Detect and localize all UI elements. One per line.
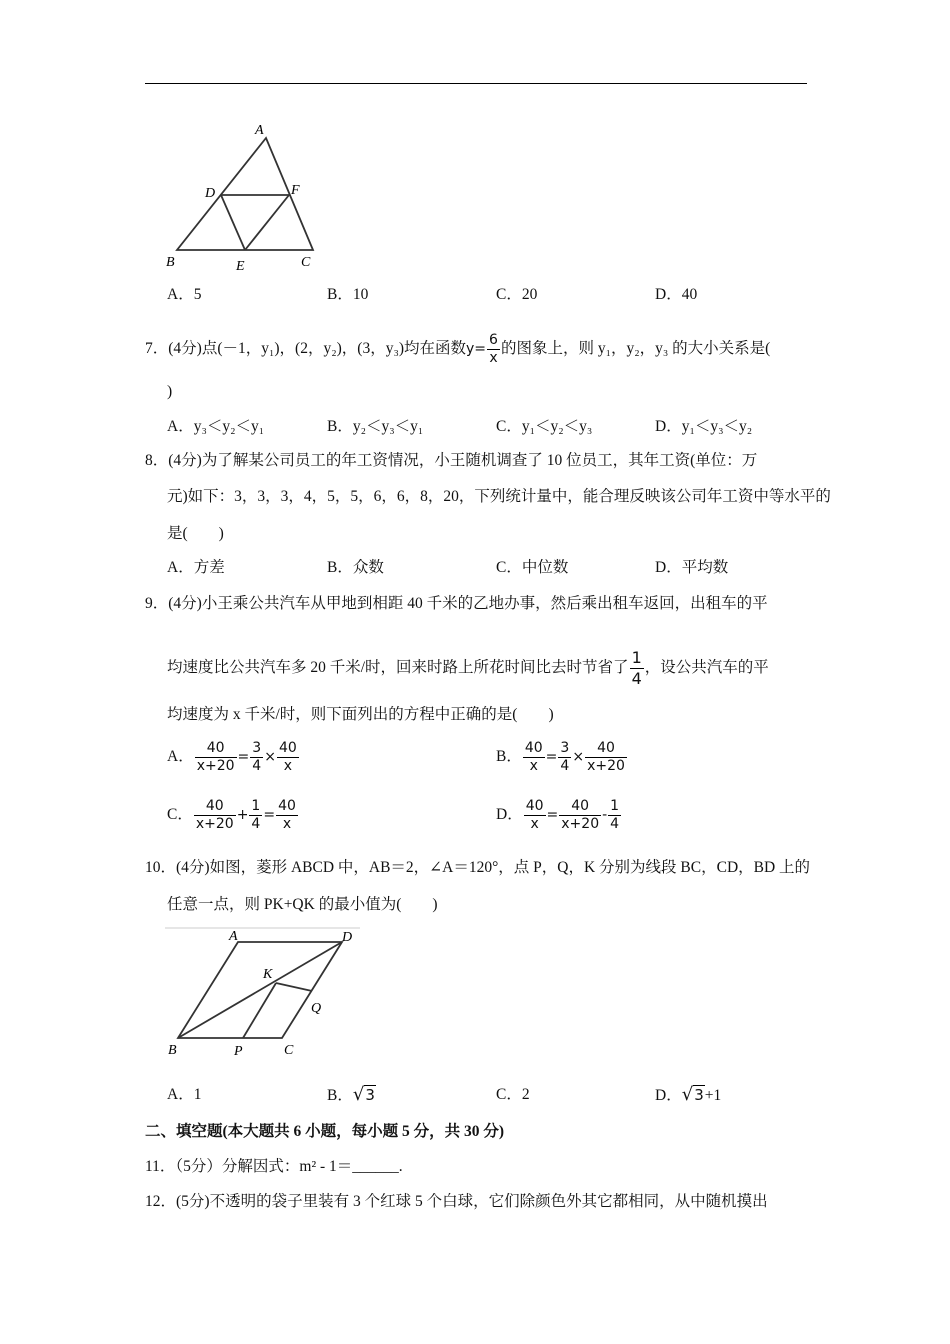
q7-func-fraction [487,332,500,367]
q8-line-3: 是( ) [167,525,224,542]
q8-option-a: A．方差 [167,559,225,576]
q9-option-a [167,740,300,775]
q9-c-f2d: 4 [251,816,261,832]
q9-option-b-label: B． [496,748,522,766]
q6-option-d: D．40 [655,286,698,303]
rhombus-label-q: Q [311,1001,322,1016]
rhombus-label-c: C [284,1043,294,1058]
q9-b-frac-3 [585,740,627,775]
fig-label-a: A [255,123,264,138]
q7-stem-full: 7．(4分)点(－1，y₁)，(2，y₂)，(3，y₃)均在函数 [145,340,467,358]
q10-option-d [655,1084,721,1107]
q9-d-frac-2 [559,798,601,833]
q7-option-c: C．y₁＜y₂＜y₃ [496,418,593,435]
q7-stem-tail: 的图象上，则 y₁，y₂，y₃ 的大小关系是( [500,340,771,358]
rhombus-label-k: K [263,967,273,982]
q10-option-d-label: D． [655,1087,682,1104]
q6-option-a: A．5 [167,286,202,303]
rhombus-label-p: P [234,1044,243,1059]
q9-frac-den: 4 [631,669,642,688]
q9-b-frac-2 [558,740,571,775]
rhombus-label-b: B [168,1043,177,1058]
q9-c-f1n: 40 [194,798,236,816]
q9-d-f1d: x [530,816,539,832]
q9-c-f3n: 40 [278,798,296,814]
q7-func-y: y= [466,341,487,358]
q9-line-3: 均速度为 x 千米/时，则下面列出的方程中正确的是( ) [167,706,554,723]
q7-stem-close: ) [167,383,173,400]
q9-a-op: × [264,749,276,766]
section-heading: 二、填空题(本大题共 6 小题，每小题 5 分，共 30 分) [145,1123,505,1140]
q9-b-f3n: 40 [585,740,627,758]
q7-stem [145,332,770,367]
rhombus-label-d: D [342,930,353,945]
q9-a-f1n: 40 [195,740,237,758]
q9-d-f3n: 1 [610,798,620,814]
q8-option-d: D．平均数 [655,559,729,576]
fig-label-f: F [291,183,300,198]
q9-a-frac-1 [195,740,237,775]
header-rule [145,83,807,84]
q7-option-b: B．y₂＜y₃＜y₁ [327,418,424,435]
q9-option-b [496,740,628,775]
q9-b-f1d: x [529,758,538,774]
q9-d-op: - [602,807,608,824]
q9-d-eq: = [546,807,559,824]
q10-option-b-radicand: 3 [365,1086,375,1104]
q10-option-a: A．1 [167,1086,202,1103]
q8-line-2: 元)如下：3，3，3，4，5，5，6，6，8，20，下列统计量中，能合理反映该公司年工资中等水平的 [167,488,831,505]
q9-fraction [630,648,644,689]
q6-option-c: C．20 [496,286,538,303]
q9-a-frac-2 [250,740,263,775]
q8-line-1: 8．(4分)为了解某公司员工的年工资情况，小王随机调查了 10 位员工，其年工资(单位：万 [145,452,758,469]
q9-d-frac-3 [608,798,621,833]
q11-text: 11．（5分）分解因式：m² - 1＝______. [145,1158,403,1175]
q9-b-f1n: 40 [524,740,543,756]
q10-option-c: C．2 [496,1086,530,1103]
q9-option-d-label: D． [496,806,523,824]
q9-a-f2n: 3 [252,740,262,756]
rhombus-figure [160,922,370,1062]
q10-option-b [327,1084,376,1107]
q9-line-1: 9．(4分)小王乘公共汽车从甲地到相距 40 千米的乙地办事，然后乘出租车返回，出租车的平 [145,595,768,612]
q9-a-f3n: 40 [278,740,297,756]
q9-c-frac-3 [276,798,298,833]
q9-option-c-label: C． [167,806,193,824]
q10-option-b-label: B． [327,1087,353,1104]
q9-c-frac-1 [194,798,236,833]
q9-frac-num: 1 [631,648,642,667]
q9-option-a-label: A． [167,748,194,766]
q9-a-f2d: 4 [252,758,262,774]
q9-d-f1n: 40 [525,798,544,814]
q9-b-f2n: 3 [560,740,570,756]
q7-func-num: 6 [489,332,498,348]
q9-a-eq: = [237,749,250,766]
q10-option-d-tail: +1 [704,1087,722,1104]
q10-line-1: 10．(4分)如图，菱形 ABCD 中，AB＝2，∠A＝120°，点 P，Q，K 分别为线段 BC，CD，BD 上的 [145,859,811,876]
q9-a-f3d: x [283,758,292,774]
fig-label-e: E [236,259,245,274]
q9-d-f2n: 40 [559,798,601,816]
fig-label-c: C [301,255,311,270]
triangle-figure [160,118,330,278]
q9-line-2a: 均速度比公共汽车多 20 千米/时，回来时路上所花时间比去时节省了 [167,659,629,677]
fig-label-b: B [166,255,175,270]
q10-option-d-radicand: 3 [694,1086,704,1104]
q9-line-2b: ，设公共汽车的平 [644,659,769,677]
q9-c-f3d: x [282,816,292,832]
q9-b-f2d: 4 [560,758,570,774]
q9-b-f3d: x+20 [587,758,625,774]
q9-c-op: + [236,807,249,824]
q9-option-d [496,798,622,833]
q9-d-frac-1 [524,798,546,833]
fig-label-d: D [205,186,216,201]
q9-c-eq: = [263,807,276,824]
q9-c-f2n: 1 [251,798,261,814]
q9-a-frac-3 [277,740,299,775]
q9-d-f3d: 4 [610,816,620,832]
q9-b-eq: = [545,749,558,766]
sqrt-icon: √3 [352,1084,375,1105]
q6-option-b: B．10 [327,286,369,303]
sqrt-icon: √3 [681,1084,704,1105]
q7-option-d: D．y₁＜y₃＜y₂ [655,418,753,435]
q7-option-a: A．y₃＜y₂＜y₁ [167,418,265,435]
q7-func-den: x [489,350,498,366]
q9-c-f1d: x+20 [195,816,234,832]
q9-b-op: × [572,749,585,766]
q9-d-f2d: x+20 [561,816,600,832]
q9-a-f1d: x+20 [196,758,235,774]
q9-line-2 [167,648,769,689]
q10-line-2: 任意一点，则 PK+QK 的最小值为( ) [167,896,438,913]
q8-option-b: B．众数 [327,559,384,576]
q9-option-c [167,798,299,833]
q9-c-frac-2 [249,798,262,833]
q12-text: 12．(5分)不透明的袋子里装有 3 个红球 5 个白球，它们除颜色外其它都相同，从中随机摸出 [145,1193,768,1210]
q8-option-c: C．中位数 [496,559,569,576]
rhombus-label-a: A [229,929,238,944]
q9-b-frac-1 [523,740,545,775]
